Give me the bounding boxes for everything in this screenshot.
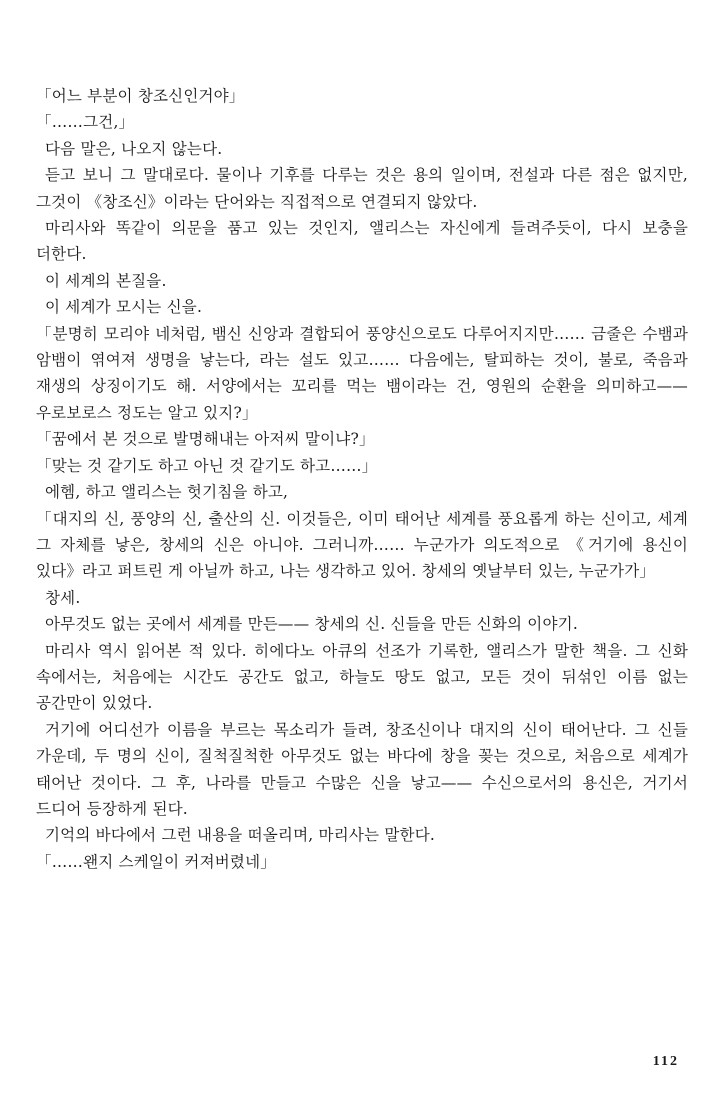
paragraph: 「대지의 신, 풍양의 신, 출산의 신. 이것들은, 이미 태어난 세계를 풍요롭게 하는 신이고, 세계 그 자체를 낳은, 창세의 신은 아니야. 그러니까…… 누군가가 의도적으로 《거기에 용신이 있다》라고 퍼트린 게 아닐까 하고, 나는 생각하고 있어. 창세의 옛날부터 있는, 누군가가」 xyxy=(36,509,688,581)
paragraph: 에헴, 하고 앨리스는 헛기침을 하고, xyxy=(45,483,289,502)
paragraph: 창세. xyxy=(45,588,81,607)
paragraph: 기억의 바다에서 그런 내용을 떠올리며, 마리사는 말한다. xyxy=(45,826,435,845)
paragraph: 「어느 부분이 창조신인거야」 xyxy=(36,87,245,105)
paragraph: 아무것도 없는 곳에서 세계를 만든—— 창세의 신. 신들을 만든 신화의 이야기. xyxy=(45,615,578,634)
page-body xyxy=(36,83,688,875)
paragraph: 이 세계가 모시는 신을. xyxy=(45,298,203,317)
paragraph: 이 세계의 본질을. xyxy=(45,271,167,290)
paragraph: 마리사 역시 읽어본 적 있다. 히에다노 아큐의 선조가 기록한, 앨리스가 말한 책을. 그 신화 속에서는, 처음에는 시간도 공간도 없고, 하늘도 땅도 없고, 모든 것이 뒤섞인 이름 없는 공간만이 있었다. xyxy=(36,641,688,713)
page-number: 112 xyxy=(652,1054,679,1069)
paragraph: 마리사와 똑같이 의문을 품고 있는 것인지, 앨리스는 자신에게 들려주듯이, 다시 보충을 더한다. xyxy=(36,219,688,264)
paragraph: 「……왠지 스케일이 커져버렸네」 xyxy=(36,852,276,871)
paragraph: 「……그건,」 xyxy=(36,113,135,132)
paragraph: 「꿈에서 본 것으로 발명해내는 아저씨 말이냐?」 xyxy=(36,430,375,449)
paragraph: 다음 말은, 나오지 않는다. xyxy=(45,139,223,158)
paragraph: 「맞는 것 같기도 하고 아닌 것 같기도 하고……」 xyxy=(36,456,378,475)
paragraph: 거기에 어디선가 이름을 부르는 목소리가 들려, 창조신이나 대지의 신이 태어난다. 그 신들 가운데, 두 명의 신이, 질척질척한 아무것도 없는 바다에 창을 꽂는 것으로, 처음으로 세계가 태어난 것이다. 그 후, 나라를 만들고 수많은 신을 낳고—— 수신으로서의 용신은, 거기서 드디어 등장하게 된다. xyxy=(36,720,688,818)
paragraph: 듣고 보니 그 말대로다. 물이나 기후를 다루는 것은 용의 일이며, 전설과 다른 점은 없지만, 그것이 《창조신》이라는 단어와는 직접적으로 연결되지 않았다. xyxy=(36,166,688,211)
paragraph: 「분명히 모리야 네처럼, 뱀신 신앙과 결합되어 풍양신으로도 다루어지지만…… 금줄은 수뱀과 암뱀이 엮여져 생명을 낳는다, 라는 설도 있고…… 다음에는, 탈피하는 것이, 불로, 죽음과 재생의 상징이기도 해. 서양에서는 꼬리를 먹는 뱀이라는 건, 영원의 순환을 의미하고—— 우로보로스 정도는 알고 있지?」 xyxy=(36,324,688,422)
